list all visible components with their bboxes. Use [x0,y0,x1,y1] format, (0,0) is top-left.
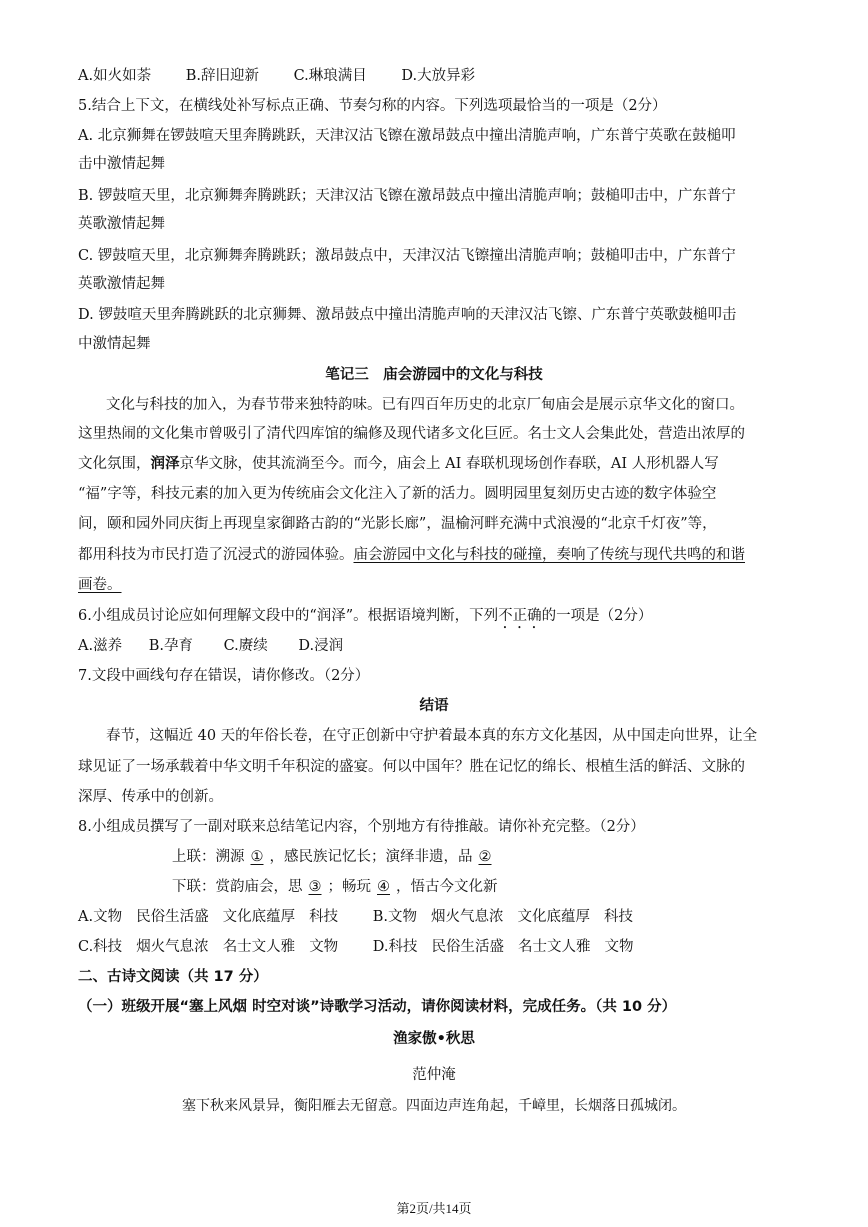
q8-option-a[interactable] [78,908,338,926]
q6-stem [78,607,798,632]
q8-options-row-2 [78,938,798,956]
poem-title: 渔家傲•秋思 [393,1031,475,1047]
text-span: 上联：溯源 [172,849,245,865]
q4-options [78,67,798,85]
note3-line-6 [78,546,798,564]
couplet-upper [172,848,798,866]
text-span: A.文物 [78,909,123,925]
text-span: 名士文人雅 [518,939,591,955]
blank-3[interactable]: ③ [308,879,322,895]
couplet-lower [172,878,798,896]
q5-option-b-cont: 英歌激情起舞 [78,216,165,232]
q5-option-a[interactable]: A. 北京狮舞在锣鼓喧天里奔腾跳跃，天津汉沽飞镲在激昂鼓点中撞出清脆声响，广东普宁英歌在鼓槌叩 [78,128,736,144]
q6-option-b[interactable]: B.孕育 [148,638,193,654]
q4-option-d[interactable]: D.大放异彩 [401,68,476,84]
text-span: 烟火气息浓 [136,939,209,955]
blank-2[interactable]: ② [478,849,492,865]
text-span: 民俗生活盛 [431,939,505,955]
conclusion-line-1: 春节，这幅近 40 天的年俗长卷，在守正创新中守护着最本真的东方文化基因，从中国走向世界，让全 [106,728,758,744]
text-span: 6.小组成员讨论应如何理解文段中的“润泽”。根据语境判断，下列 [78,608,499,624]
text-span: 都用科技为市民打造了沉浸式的游园体验。 [78,547,354,563]
text-span: 文物 [309,939,339,955]
keyword-runze: 润泽 [150,456,180,472]
text-span: 文化氛围， [78,456,151,472]
conclusion-line-3: 深厚、传承中的创新。 [78,789,223,805]
emphasis-not-correct: 不正确 [498,608,542,624]
q6-option-a[interactable]: A.滋养 [78,638,123,654]
text-span: ，悟古今文化新 [396,879,498,895]
subsection-1-heading: （一）班级开展“塞上风烟 时空对谈”诗歌学习活动，请你阅读材料，完成任务。（共 10 分） [78,999,677,1015]
note3-line-3 [78,455,798,473]
text-span: 下联：赏韵庙会，思 [172,879,303,895]
text-span: 民俗生活盛 [136,909,209,925]
text-span: 文化底蕴厚 [222,909,296,925]
blank-4[interactable]: ④ [377,879,390,895]
text-span: B.文物 [372,909,417,925]
text-span: ，感民族记忆长；演绎非遗，品 [269,849,473,865]
q8-option-d[interactable] [373,938,634,956]
text-span: 文物 [604,939,634,955]
q8-stem: 8.小组成员撰写了一副对联来总结笔记内容，个别地方有待推敲。请你补充完整。（2分） [78,819,645,835]
text-span: C.科技 [78,939,123,955]
q6-option-d[interactable]: D.浸润 [298,638,344,654]
q5-option-c[interactable]: C. 锣鼓喧天里，北京狮舞奔腾跳跃；激昂鼓点中，天津汉沽飞镲撞出清脆声响；鼓槌叩击中，广东普宁 [78,248,736,264]
conclusion-title: 结语 [419,698,449,714]
section-2-heading: 二、古诗文阅读（共 17 分） [78,969,268,985]
poem-author: 范仲淹 [412,1067,456,1083]
text-span: 烟火气息浓 [430,909,504,925]
q5-option-c-cont: 英歌激情起舞 [78,276,165,292]
underlined-sentence-end: 画卷。 [78,577,122,593]
q5-option-a-cont: 击中激情起舞 [78,156,165,172]
q5-stem: 5.结合上下文，在横线处补写标点正确、节奏匀称的内容。下列选项最恰当的一项是（2分） [78,98,667,114]
conclusion-line-2: 球见证了一场承载着中华文明千年积淀的盛宴。何以中国年？胜在记忆的绵长、根植生活的鲜活、文脉的 [78,759,745,775]
text-span: 京华文脉，使其流淌至今。而今，庙会上 AI 春联机现场创作春联，AI 人形机器人写 [179,456,719,472]
q6-option-c[interactable]: C.赓续 [223,638,268,654]
note3-title: 笔记三 庙会游园中的文化与科技 [325,367,543,383]
text-span: 的一项是（2分） [541,608,653,624]
note3-line-2: 这里热闹的文化集市曾吸引了清代四库馆的编修及现代诸多文化巨匠。名士文人会集此处，营造出浓厚的 [78,426,745,442]
q8-option-c[interactable] [78,938,338,956]
q4-option-c[interactable]: C.琳琅满目 [293,68,367,84]
text-span: 名士文人雅 [222,939,296,955]
q5-option-d-cont: 中激情起舞 [78,336,151,352]
text-span: D.科技 [372,939,418,955]
q8-options-row-1 [78,908,798,926]
note3-line-5: 间，颐和园外同庆街上再现皇家御路古韵的“光影长廊”，温榆河畔充满中式浪漫的“北京千灯夜”等， [78,516,717,532]
q5-option-d[interactable]: D. 锣鼓喧天里奔腾跳跃的北京狮舞、激昂鼓点中撞出清脆声响的天津汉沽飞镲、广东普宁英歌鼓槌叩击 [78,307,737,323]
text-span: 文化底蕴厚 [517,909,590,925]
text-span: 科技 [603,909,633,925]
q5-option-b[interactable]: B. 锣鼓喧天里，北京狮舞奔腾跳跃；天津汉沽飞镲在激昂鼓点中撞出清脆声响；鼓槌叩击中，广东普宁 [78,188,736,204]
blank-1[interactable]: ① [250,849,264,865]
q7-stem: 7.文段中画线句存在错误，请你修改。（2分） [78,668,370,684]
q4-option-b[interactable]: B.辞旧迎新 [185,68,259,84]
note3-line-4: “福”字等，科技元素的加入更为传统庙会文化注入了新的活力。圆明园里复刻历史古迹的数字体验空 [78,486,717,502]
note3-line-1: 文化与科技的加入，为春节带来独特韵味。已有四百年历史的北京厂甸庙会是展示京华文化的窗口。 [106,397,744,413]
page-footer: 第2页/共14页 [396,1201,472,1216]
q4-option-a[interactable]: A.如火如荼 [78,68,152,84]
underlined-sentence: 庙会游园中文化与科技的碰撞，奏响了传统与现代共鸣的和谐 [353,547,745,563]
text-span: 科技 [309,909,339,925]
text-span: ；畅玩 [327,879,371,895]
note3-line-7 [78,576,798,594]
q8-option-b[interactable] [373,908,633,926]
q6-options [78,637,798,655]
poem-line-1: 塞下秋来风景异，衡阳雁去无留意。四面边声连角起，千嶂里，长烟落日孤城闭。 [182,1098,686,1114]
